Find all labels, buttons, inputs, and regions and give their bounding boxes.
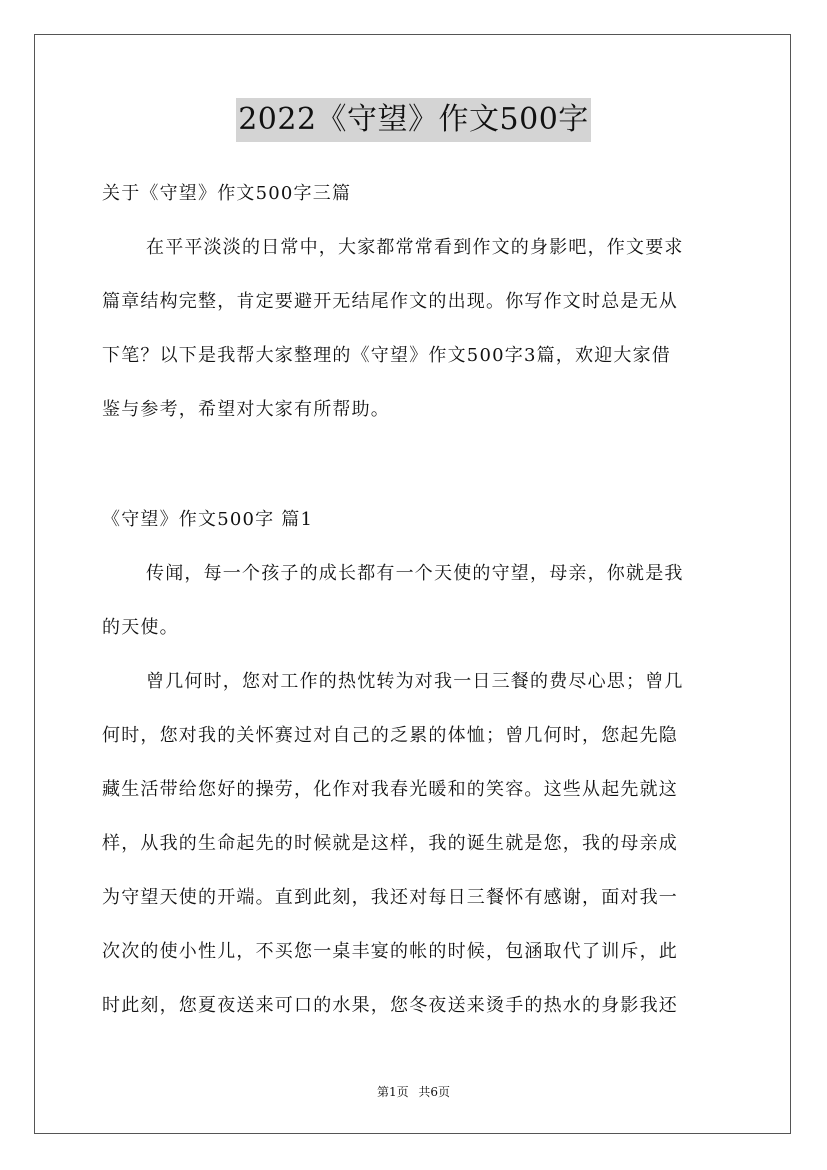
page-total: 共6页 bbox=[418, 1085, 451, 1099]
page-number: 第1页 bbox=[376, 1085, 409, 1099]
paragraph-line: 样，从我的生命起先的时候就是这样，我的诞生就是您，我的母亲成 bbox=[102, 833, 678, 854]
intro-line: 鉴与参考，希望对大家有所帮助。 bbox=[102, 399, 390, 420]
paragraph-line: 为守望天使的开端。直到此刻，我还对每日三餐怀有感谢，面对我一 bbox=[102, 887, 678, 908]
intro-line: 下笔？以下是我帮大家整理的《守望》作文500字3篇，欢迎大家借 bbox=[102, 345, 672, 366]
paragraph-line: 次次的使小性儿，不买您一桌丰宴的帐的时候，包涵取代了训斥，此 bbox=[102, 941, 678, 962]
paragraph-line: 时此刻，您夏夜送来可口的水果，您冬夜送来烫手的热水的身影我还 bbox=[102, 995, 678, 1016]
document-subtitle: 关于《守望》作文500字三篇 bbox=[102, 183, 352, 204]
intro-line: 在平平淡淡的日常中，大家都常常看到作文的身影吧，作文要求 bbox=[146, 237, 684, 258]
intro-line: 篇章结构完整，肯定要避开无结尾作文的出现。你写作文时总是无从 bbox=[102, 291, 678, 312]
section-heading: 《守望》作文500字 篇1 bbox=[102, 509, 314, 530]
page-footer bbox=[0, 1084, 827, 1100]
paragraph-line: 传闻，每一个孩子的成长都有一个天使的守望，母亲，你就是我 bbox=[146, 563, 684, 584]
paragraph-line: 的天使。 bbox=[102, 617, 179, 638]
title-wrap bbox=[0, 98, 827, 142]
paragraph-line: 何时，您对我的关怀赛过对自己的乏累的体恤；曾几何时，您起先隐 bbox=[102, 725, 678, 746]
paragraph-line: 藏生活带给您好的操劳，化作对我春光暖和的笑容。这些从起先就这 bbox=[102, 779, 678, 800]
paragraph-line: 曾几何时，您对工作的热忱转为对我一日三餐的费尽心思；曾几 bbox=[146, 671, 684, 692]
document-title: 2022《守望》作文500字 bbox=[236, 98, 591, 142]
